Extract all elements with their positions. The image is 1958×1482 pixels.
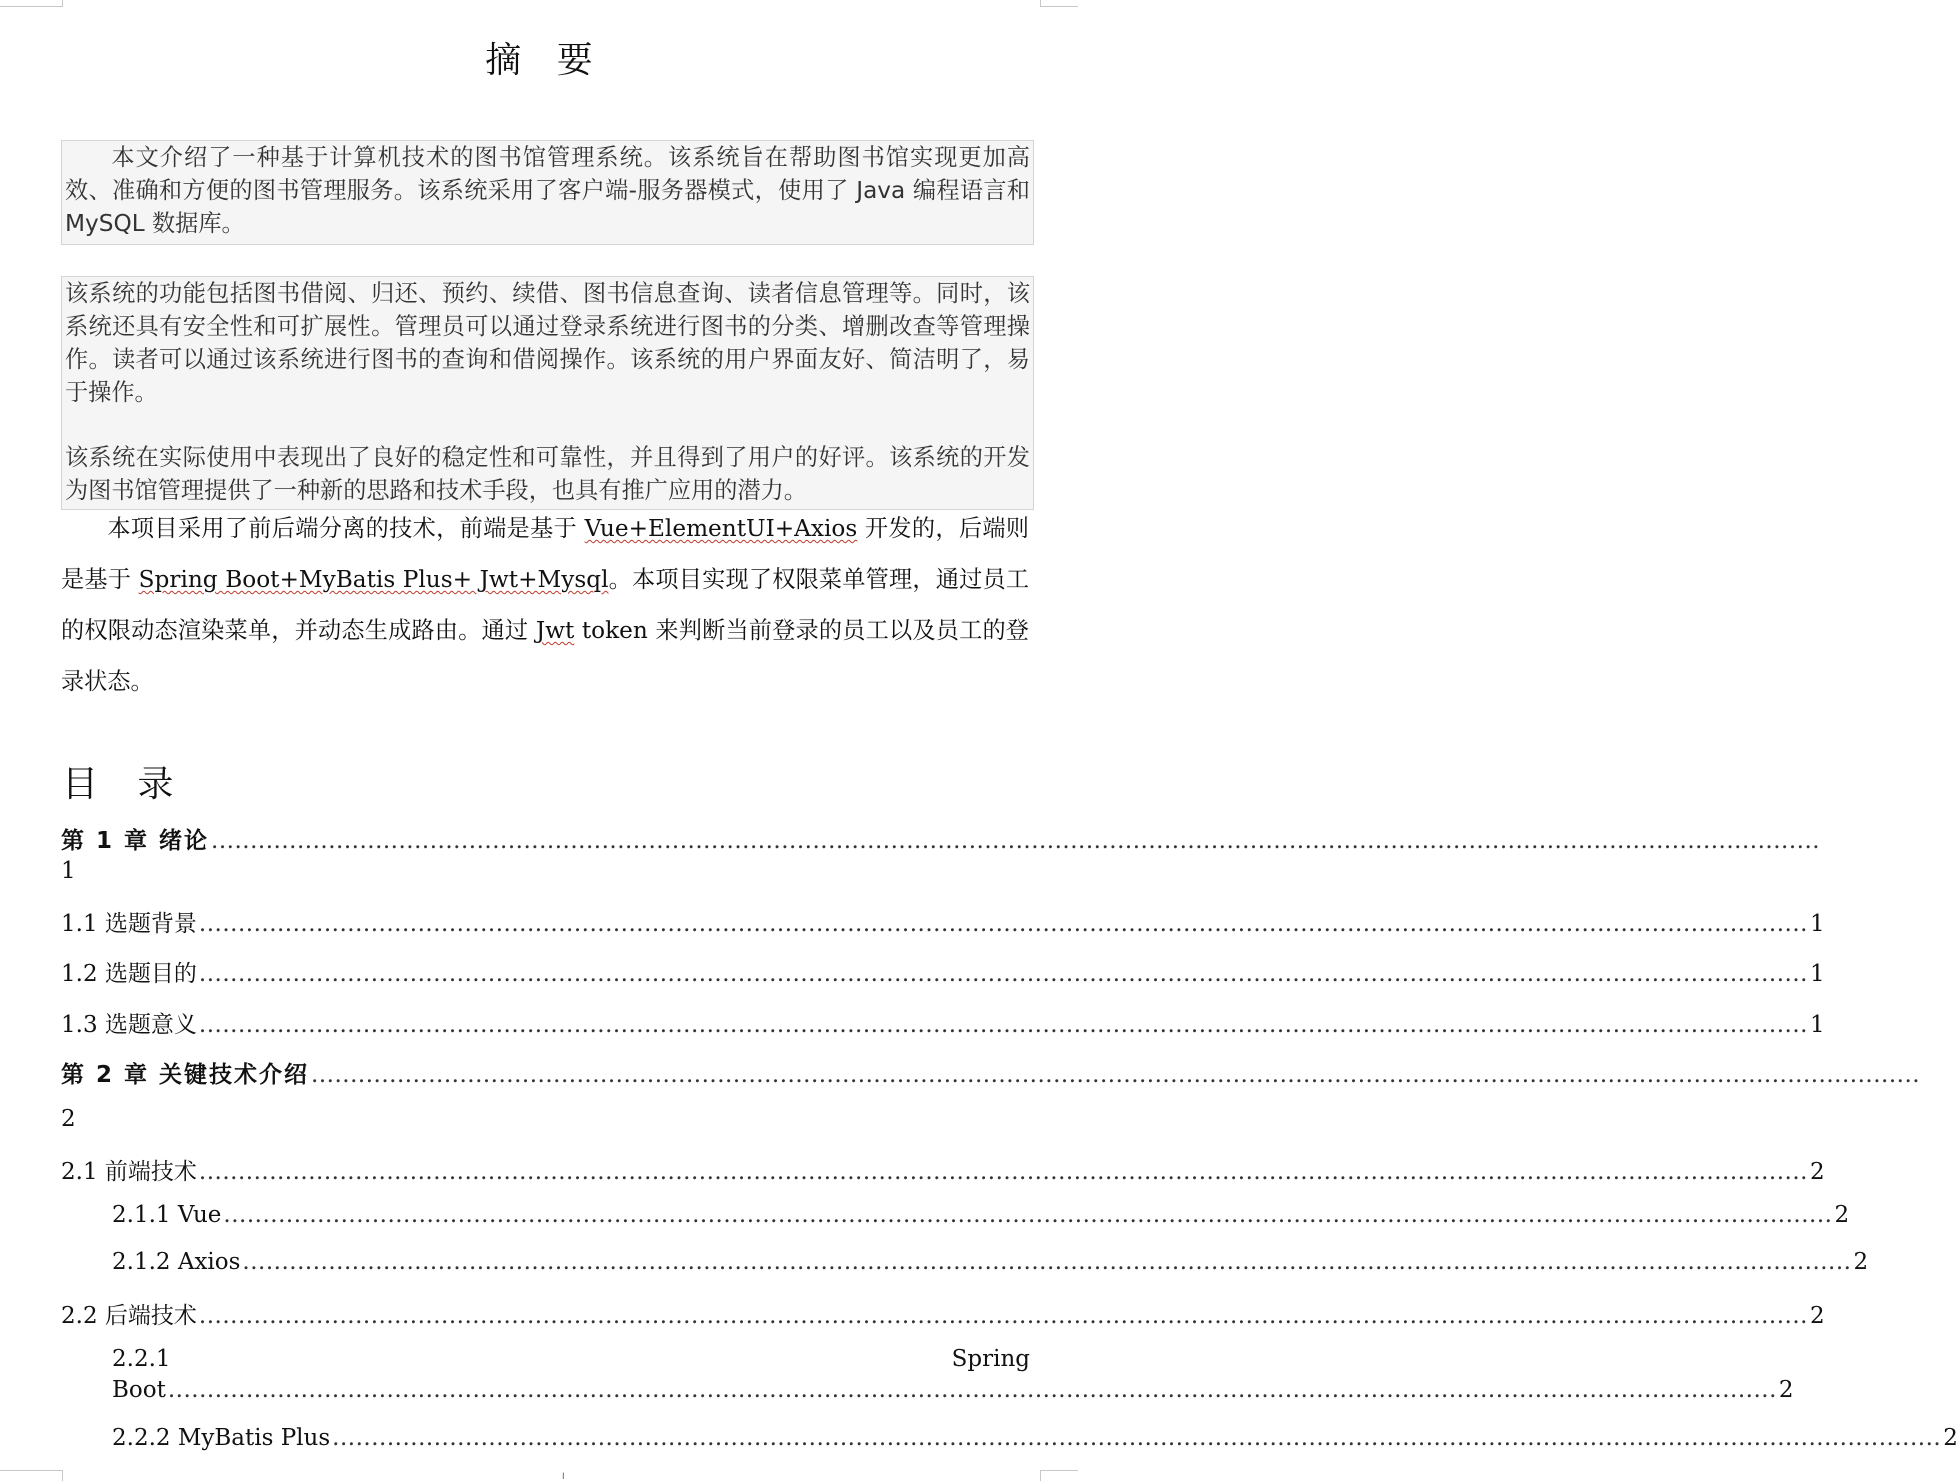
text-cursor-icon: I bbox=[562, 1472, 565, 1482]
toc-entry-1-3[interactable] bbox=[61, 1006, 1825, 1039]
text-run: token 来判断当前登录的员工以及员工的登录状态。 bbox=[61, 617, 1029, 695]
toc-leader-dots: .............................................................................................................................................................................................................. bbox=[223, 1202, 1833, 1228]
toc-entry-chapter-1[interactable] bbox=[61, 822, 1821, 855]
abstract-paragraph-2[interactable]: 该系统的功能包括图书借阅、归还、预约、续借、图书信息查询、读者信息管理等。同时，该系统还具有安全性和可扩展性。管理员可以通过登录系统进行图书的分类、增删改查等管理操作。读者可以通过该系统进行图书的查询和借阅操作。该系统的用户界面友好、简洁明了，易于操作。 bbox=[65, 280, 1030, 406]
toc-page-number: 1 bbox=[61, 858, 76, 884]
toc-entry-label: 2.2.1 bbox=[112, 1346, 171, 1372]
toc-leader-dots: .............................................................................................................................................................................................................. bbox=[242, 1249, 1852, 1275]
crop-mark-bottom-right bbox=[1040, 1470, 1075, 1481]
toc-entry-2-2-2[interactable] bbox=[112, 1425, 1958, 1451]
toc-leader-dots: .............................................................................................................................................................................................................. bbox=[198, 1012, 1808, 1038]
toc-entry-2-1-1[interactable] bbox=[112, 1202, 1850, 1228]
spellcheck-term: Vue+ElementUI+Axios bbox=[584, 515, 858, 542]
toc-entry-label: 第 1 章 绪论 bbox=[61, 828, 210, 854]
toc-entry-label: 1.1 选题背景 bbox=[61, 911, 197, 937]
toc-leader-dots: .............................................................................................................................................................................................................. bbox=[198, 1303, 1808, 1329]
toc-leader-dots: .............................................................................................................................................................................................................. bbox=[332, 1425, 1942, 1451]
toc-page-number: 1 bbox=[1809, 961, 1825, 987]
page-title: 摘 要 bbox=[485, 40, 605, 82]
abstract-block-1[interactable] bbox=[61, 140, 1034, 245]
crop-mark-top-right-h bbox=[1040, 6, 1078, 7]
toc-entry-chapter-2[interactable] bbox=[61, 1056, 1921, 1089]
abstract-paragraph-3[interactable]: 该系统在实际使用中表现出了良好的稳定性和可靠性，并且得到了用户的好评。该系统的开发为图书馆管理提供了一种新的思路和技术手段，也具有推广应用的潜力。 bbox=[65, 444, 1030, 504]
toc-page-number: 2 bbox=[1809, 1159, 1825, 1185]
toc-page-number: 1 bbox=[1809, 1012, 1825, 1038]
spellcheck-term: Spring Boot+MyBatis Plus+ Jwt+Mysql bbox=[138, 566, 609, 593]
toc-leader-dots: .............................................................................................................................................................................................................. bbox=[167, 1377, 1777, 1403]
toc-entry-label-continued: Boot bbox=[112, 1377, 166, 1403]
toc-entry-2-2-1[interactable] bbox=[112, 1346, 1030, 1372]
crop-mark-top-left-h bbox=[0, 6, 62, 7]
toc-entry-1-2[interactable] bbox=[61, 955, 1825, 988]
toc-entry-2-2[interactable] bbox=[61, 1297, 1825, 1330]
toc-page-number: 1 bbox=[1809, 911, 1825, 937]
toc-entry-1-1[interactable] bbox=[61, 905, 1825, 938]
toc-leader-dots: .............................................................................................................................................................................................................. bbox=[311, 1062, 1921, 1088]
toc-page-number: 2 bbox=[1809, 1303, 1825, 1329]
toc-page-number: 2 bbox=[1778, 1377, 1794, 1403]
crop-mark-bottom-left-h bbox=[0, 1470, 62, 1471]
toc-page-number: 2 bbox=[1943, 1425, 1958, 1451]
project-description[interactable] bbox=[61, 503, 1029, 707]
toc-heading: 目 录 bbox=[62, 764, 188, 805]
text-run: 本项目采用了前后端分离的技术，前端是基于 bbox=[107, 515, 585, 542]
toc-leader-dots: .............................................................................................................................................................................................................. bbox=[198, 1159, 1808, 1185]
text-run: 。本项目实现了权限菜单管理，通过员工的权限动态渲染菜单，并动态生成路由。通过 bbox=[61, 566, 1030, 644]
toc-entry-label: 2.1 前端技术 bbox=[61, 1159, 197, 1185]
toc-page-number: 2 bbox=[61, 1106, 76, 1132]
text-run: 开发的，后端则是基于 bbox=[61, 515, 1029, 593]
toc-entry-label: 1.2 选题目的 bbox=[61, 961, 197, 987]
spellcheck-term: Jwt bbox=[535, 617, 575, 644]
crop-mark-bottom-left bbox=[28, 1470, 63, 1481]
toc-entry-2-2-1-line2[interactable] bbox=[112, 1377, 1794, 1403]
abstract-paragraph-1[interactable]: 本文介绍了一种基于计算机技术的图书馆管理系统。该系统旨在帮助图书馆实现更加高效、准确和方便的图书管理服务。该系统采用了客户端-服务器模式，使用了 Java 编程语言和 MySQL 数据库。 bbox=[65, 144, 1030, 237]
toc-leader-dots: .............................................................................................................................................................................................................. bbox=[198, 961, 1808, 987]
toc-entry-label: 第 2 章 关键技术介绍 bbox=[61, 1062, 310, 1088]
toc-entry-label: 2.2 后端技术 bbox=[61, 1303, 197, 1329]
toc-page-number: 2 bbox=[1853, 1249, 1869, 1275]
toc-entry-2-1-2[interactable] bbox=[112, 1249, 1869, 1275]
toc-entry-label: 2.2.2 MyBatis Plus bbox=[112, 1425, 331, 1451]
toc-entry-2-1[interactable] bbox=[61, 1153, 1825, 1186]
crop-mark-bottom-right-h bbox=[1040, 1470, 1078, 1471]
toc-page-number: 2 bbox=[1834, 1202, 1850, 1228]
toc-entry-label: 2.1.2 Axios bbox=[112, 1249, 241, 1275]
toc-entry-label: 2.1.1 Vue bbox=[112, 1202, 222, 1228]
toc-entry-label-continued: Spring bbox=[951, 1346, 1030, 1372]
toc-leader-dots: .............................................................................................................................................................................................................. bbox=[198, 911, 1808, 937]
paragraph-gap bbox=[65, 409, 1030, 441]
toc-leader-dots: .............................................................................................................................................................................................................. bbox=[211, 828, 1821, 854]
abstract-block-2[interactable] bbox=[61, 276, 1034, 510]
toc-entry-label: 1.3 选题意义 bbox=[61, 1012, 197, 1038]
